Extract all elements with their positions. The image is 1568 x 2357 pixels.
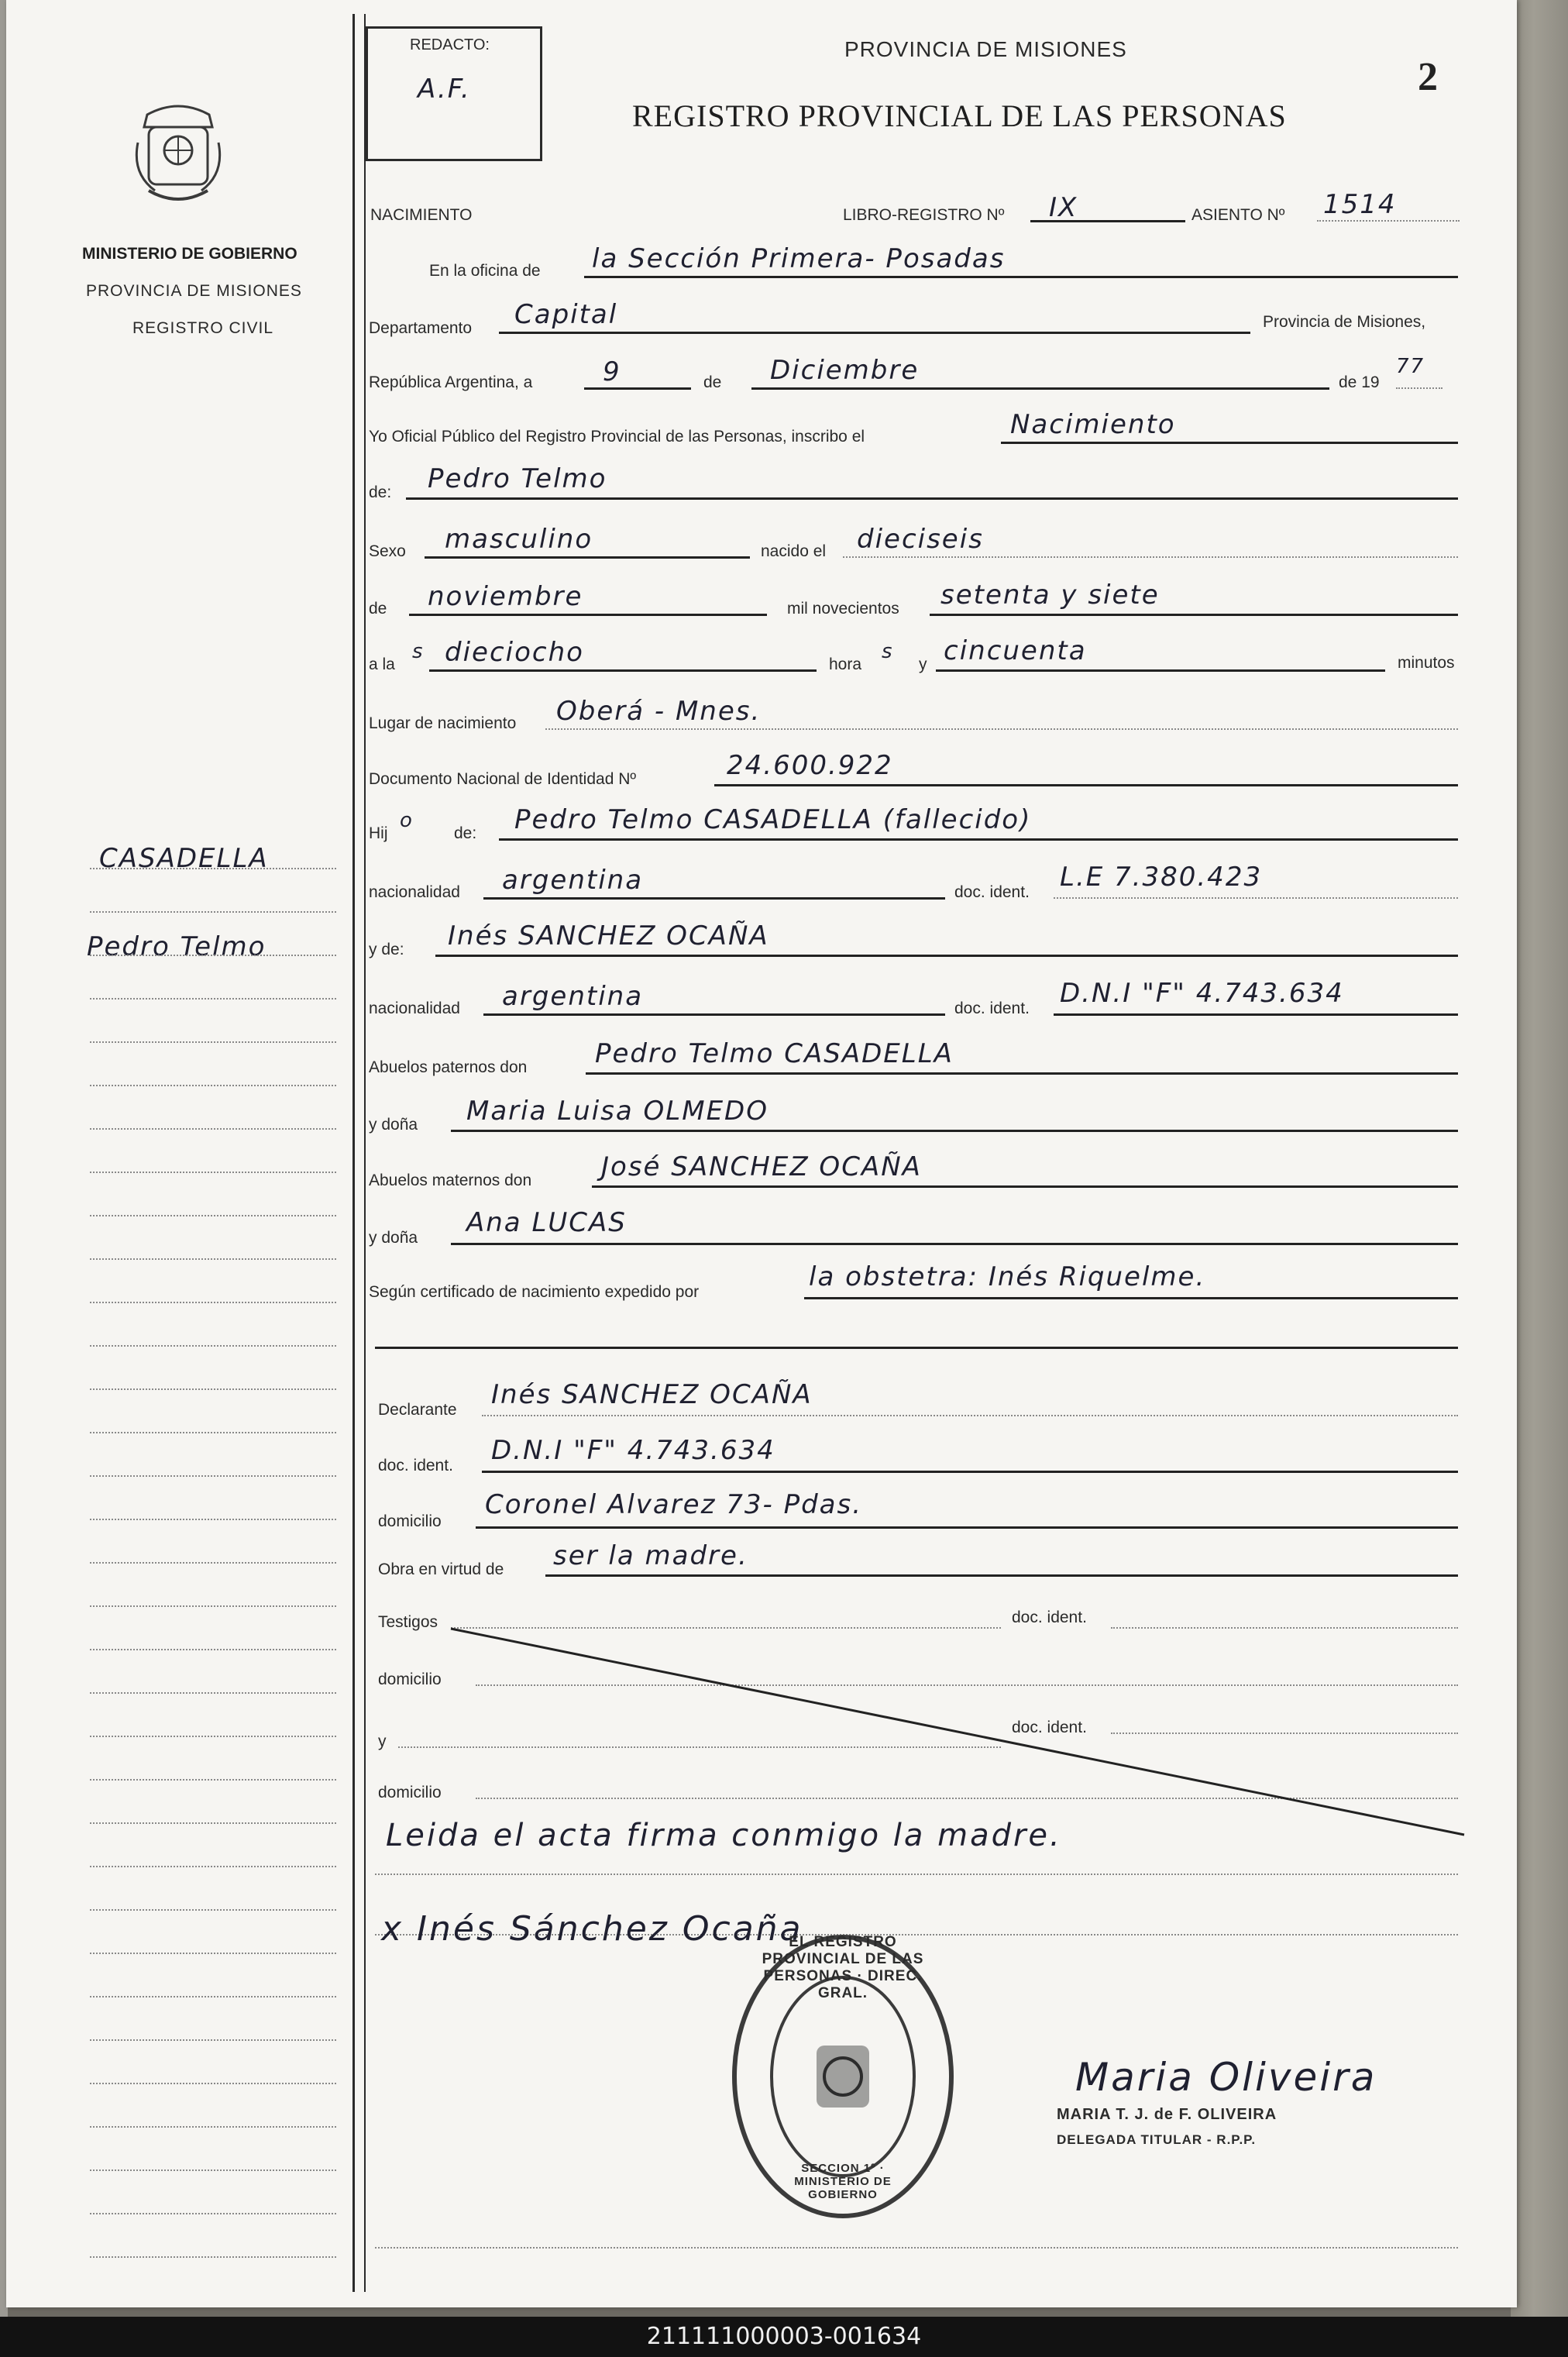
- line-certificado: [804, 1297, 1458, 1299]
- line-nacido: [843, 556, 1458, 558]
- value-nacido-anio: setenta y siete: [940, 580, 1160, 611]
- margin-ruled-line: [90, 2083, 336, 2084]
- label-oficina: En la oficina de: [429, 262, 541, 280]
- label-yo-oficial: Yo Oficial Público del Registro Provincial de las Personas, inscribo el: [369, 428, 865, 446]
- margin-ruled-line: [90, 2256, 336, 2258]
- ministry-line3: REGISTRO CIVIL: [132, 319, 274, 337]
- value-libro: IX: [1049, 192, 1078, 223]
- line-abuelo-mat: [592, 1185, 1458, 1188]
- margin-ruled-line: [90, 1302, 336, 1303]
- value-padre-doc: L.E 7.380.423: [1060, 862, 1263, 893]
- register-page: [6, 0, 1517, 2307]
- label-testigo2-doc: doc. ident.: [1012, 1719, 1087, 1736]
- label-testigo1-dom: domicilio: [378, 1671, 442, 1688]
- margin-ruled-line: [90, 998, 336, 1000]
- value-madre-doc: D.N.I "F" 4.743.634: [1060, 978, 1344, 1009]
- value-declarante: Inés SANCHEZ OCAÑA: [491, 1379, 813, 1410]
- official-stamp: [727, 1929, 959, 2224]
- margin-ruled-line: [90, 1345, 336, 1347]
- mother-signature: x Inés Sánchez Ocaña: [381, 1909, 803, 1949]
- label-provincia: Provincia de Misiones,: [1263, 313, 1426, 331]
- label-departamento: Departamento: [369, 319, 473, 337]
- line-anio: [1396, 387, 1442, 389]
- label-documento: Documento Nacional de Identidad Nº: [369, 770, 637, 788]
- line-nacido-anio: [930, 614, 1458, 616]
- value-padre-nac: argentina: [502, 865, 644, 896]
- margin-ruled-line: [90, 2039, 336, 2041]
- line-departamento: [499, 332, 1250, 334]
- line-abuela-mat: [451, 1243, 1458, 1245]
- label-minutos: minutos: [1398, 654, 1455, 672]
- value-abuelo-pat: Pedro Telmo CASADELLA: [595, 1038, 954, 1069]
- ministry-line1: MINISTERIO DE GOBIERNO: [82, 245, 297, 263]
- value-hij-suffix: o: [400, 809, 414, 832]
- page-number: 2: [1418, 55, 1438, 99]
- official-name: MARIA T. J. de F. OLIVEIRA: [1057, 2106, 1277, 2123]
- label-testigo2-dom: domicilio: [378, 1784, 442, 1801]
- margin-ruled-line: [90, 1519, 336, 1520]
- testigos-strike-line: [440, 1612, 1478, 1844]
- margin-ruled-line: [90, 1649, 336, 1650]
- stamp-ring-text: EL REGISTRO PROVINCIAL DE LAS PERSONAS · DIREC. GRAL.: [762, 1934, 924, 2001]
- margin-surname: CASADELLA: [99, 843, 269, 874]
- value-abuela-pat: Maria Luisa OLMEDO: [466, 1096, 769, 1127]
- value-hora: dieciocho: [445, 637, 584, 668]
- label-hij: Hij: [369, 824, 388, 842]
- label-de-padre: de:: [454, 824, 477, 842]
- line-hora: [429, 669, 817, 672]
- redacto-box: [366, 26, 542, 161]
- value-departamento: Capital: [514, 299, 618, 330]
- margin-ruled-line: [90, 911, 336, 913]
- margin-ruled-line: [90, 1692, 336, 1694]
- margin-ruled-line: [90, 1562, 336, 1564]
- label-testigo2: y: [378, 1732, 387, 1750]
- label-horas: hora: [829, 655, 862, 673]
- margin-ruled-line: [90, 1128, 336, 1130]
- label-libro: LIBRO-REGISTRO Nº: [843, 206, 1005, 224]
- margin-ruled-line: [90, 1041, 336, 1043]
- margin-ruled-line: [90, 1953, 336, 1954]
- line-acto: [1001, 442, 1458, 444]
- label-nacionalidad-madre: nacionalidad: [369, 1000, 460, 1017]
- margin-ruled-line: [90, 1736, 336, 1737]
- line-nacido-mes: [409, 614, 767, 616]
- header-title: REGISTRO PROVINCIAL DE LAS PERSONAS: [632, 98, 1287, 133]
- line-dni: [714, 784, 1458, 786]
- margin-ruled-line: [90, 1996, 336, 1997]
- label-declarante: Declarante: [378, 1401, 457, 1419]
- value-anio: 77: [1396, 355, 1425, 378]
- footer-id: 211111000003-001634: [646, 2323, 922, 2350]
- margin-ruled-line: [90, 1215, 336, 1216]
- label-nacido: nacido el: [761, 542, 827, 560]
- label-de-anio: de 19: [1339, 373, 1380, 391]
- value-nombre: Pedro Telmo: [428, 463, 607, 494]
- value-asiento: 1514: [1323, 189, 1397, 220]
- value-madre: Inés SANCHEZ OCAÑA: [448, 920, 769, 951]
- margin-ruled-line: [90, 955, 336, 956]
- line-padre-nac: [483, 897, 945, 900]
- stamp-inner-text: SECCION 1º · MINISTERIO DE GOBIERNO: [794, 2162, 892, 2201]
- label-asiento: ASIENTO Nº: [1191, 206, 1285, 224]
- line-nombre: [406, 497, 1458, 500]
- value-obra: ser la madre.: [553, 1540, 748, 1571]
- value-nacido-dia: dieciseis: [857, 524, 984, 555]
- label-republica: República Argentina, a: [369, 373, 533, 391]
- line-obra: [545, 1574, 1458, 1577]
- value-a-la-suffix: s: [412, 640, 425, 663]
- official-role: DELEGADA TITULAR - R.P.P.: [1057, 2132, 1257, 2147]
- margin-ruled-line: [90, 2126, 336, 2128]
- redacto-label: REDACTO:: [410, 36, 490, 53]
- label-declarante-doc: doc. ident.: [378, 1457, 453, 1474]
- label-segun: Según certificado de nacimiento expedido por: [369, 1283, 700, 1301]
- value-padre: Pedro Telmo CASADELLA (fallecido): [514, 804, 1032, 835]
- ministry-emblem: [132, 99, 225, 219]
- label-doc-padre: doc. ident.: [954, 883, 1030, 901]
- redacto-value: A.F.: [418, 74, 471, 105]
- margin-ruled-line: [90, 1822, 336, 1824]
- coat-of-arms-icon: [132, 99, 225, 215]
- label-de-mes: de: [703, 373, 722, 391]
- label-lugar: Lugar de nacimiento: [369, 714, 517, 732]
- line-certificado-2: [375, 1347, 1458, 1349]
- line-asiento: [1317, 220, 1460, 222]
- line-minutos: [936, 669, 1385, 672]
- line-bottom: [375, 2247, 1458, 2249]
- value-abuelo-mat: José SANCHEZ OCAÑA: [601, 1151, 922, 1182]
- value-madre-nac: argentina: [502, 981, 644, 1012]
- label-de-nacido-mes: de: [369, 600, 387, 618]
- line-madre-nac: [483, 1013, 945, 1016]
- label-mil: mil novecientos: [787, 600, 899, 618]
- margin-ruled-line: [90, 1388, 336, 1390]
- margin-ruled-line: [90, 1172, 336, 1173]
- label-de-nombre: de:: [369, 483, 392, 501]
- value-abuela-mat: Ana LUCAS: [466, 1207, 627, 1238]
- margin-given-names: Pedro Telmo: [87, 931, 266, 962]
- value-nacido-mes: noviembre: [428, 581, 583, 612]
- value-leida: Leida el acta firma conmigo la madre.: [386, 1818, 1062, 1853]
- label-sexo: Sexo: [369, 542, 406, 560]
- label-y-dona-mat: y doña: [369, 1229, 418, 1247]
- line-declarante: [482, 1415, 1458, 1416]
- value-declarante-doc: D.N.I "F" 4.743.634: [491, 1435, 775, 1466]
- value-declarante-dom: Coronel Alvarez 73- Pdas.: [485, 1489, 863, 1520]
- label-testigo1-doc: doc. ident.: [1012, 1609, 1087, 1626]
- value-dni: 24.600.922: [727, 750, 893, 781]
- book-cover-edge: [1511, 0, 1568, 2317]
- margin-ruled-line: [90, 1475, 336, 1477]
- line-abuela-pat: [451, 1130, 1458, 1132]
- value-minutos: cincuenta: [944, 635, 1087, 666]
- value-oficina: la Sección Primera- Posadas: [592, 243, 1006, 274]
- label-obra: Obra en virtud de: [378, 1560, 504, 1578]
- label-nacimiento: NACIMIENTO: [370, 206, 473, 224]
- margin-divider-left: [352, 14, 355, 2292]
- line-oficina: [584, 276, 1458, 278]
- header-province: PROVINCIA DE MISIONES: [844, 37, 1127, 61]
- line-lugar: [545, 728, 1458, 730]
- label-y-minutos: y: [919, 655, 927, 673]
- official-signature: Maria Oliveira: [1075, 2055, 1377, 2100]
- line-madre-doc: [1054, 1013, 1458, 1016]
- margin-ruled-line: [90, 2169, 336, 2171]
- line-madre: [435, 955, 1458, 957]
- margin-ruled-line: [90, 1605, 336, 1607]
- value-horas-suffix: s: [882, 640, 894, 663]
- label-abuelos-mat: Abuelos maternos don: [369, 1172, 532, 1189]
- line-padre-doc: [1054, 897, 1458, 899]
- line-abuelo-pat: [586, 1072, 1458, 1075]
- label-testigos: Testigos: [378, 1613, 438, 1631]
- margin-divider-right: [364, 14, 366, 2292]
- margin-ruled-line: [90, 1258, 336, 1260]
- margin-ruled-line: [90, 1909, 336, 1911]
- margin-ruled-line: [90, 2213, 336, 2214]
- line-dia: [584, 387, 691, 390]
- ministry-line2: PROVINCIA DE MISIONES: [86, 282, 302, 300]
- margin-ruled-line: [90, 1085, 336, 1086]
- line-leida-2: [375, 1874, 1458, 1875]
- label-doc-madre: doc. ident.: [954, 1000, 1030, 1017]
- label-y-de-madre: y de:: [369, 941, 404, 958]
- line-padre: [499, 838, 1458, 841]
- label-nacionalidad-padre: nacionalidad: [369, 883, 460, 901]
- margin-ruled-line: [90, 1866, 336, 1867]
- value-dia: 9: [603, 356, 621, 387]
- value-mes: Diciembre: [770, 355, 920, 386]
- label-a-la: a la: [369, 655, 395, 673]
- line-mes: [751, 387, 1329, 390]
- line-declarante-dom: [476, 1526, 1458, 1529]
- value-certificado: la obstetra: Inés Riquelme.: [809, 1261, 1206, 1292]
- label-abuelos-pat: Abuelos paternos don: [369, 1058, 528, 1076]
- value-sexo: masculino: [445, 524, 593, 555]
- line-declarante-doc: [482, 1471, 1458, 1473]
- margin-ruled-line: [90, 1779, 336, 1781]
- margin-ruled-line: [90, 868, 336, 869]
- value-acto: Nacimiento: [1010, 409, 1176, 440]
- margin-ruled-line: [90, 1432, 336, 1433]
- label-y-dona-pat: y doña: [369, 1116, 418, 1134]
- label-declarante-dom: domicilio: [378, 1512, 442, 1530]
- line-sexo: [425, 556, 750, 559]
- value-lugar: Oberá - Mnes.: [556, 696, 762, 727]
